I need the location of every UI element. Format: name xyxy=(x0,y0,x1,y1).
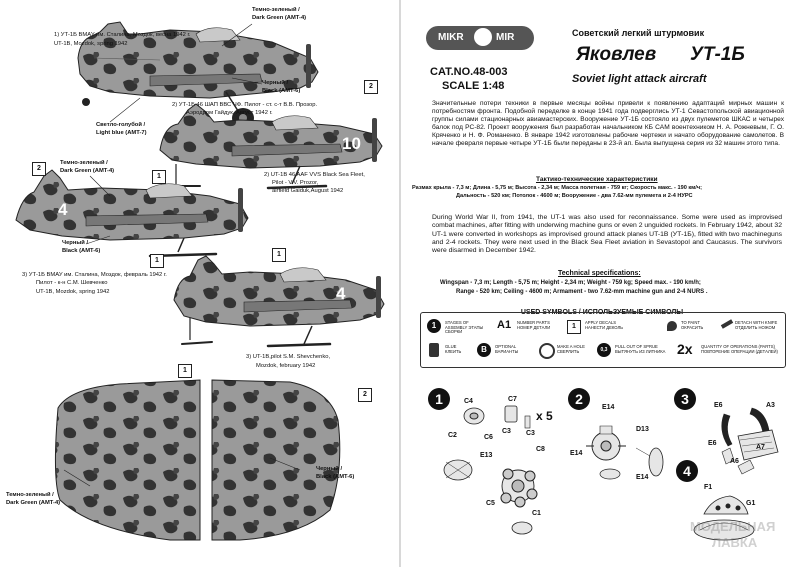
title-ru-2: УТ-1Б xyxy=(690,44,745,65)
part-f1: F1 xyxy=(704,484,713,491)
aircraft-number-4-b: 4 xyxy=(336,284,346,303)
step-2-parts xyxy=(586,426,663,479)
profile-2-caption-en-2: Pilot - V.V. Prozor, xyxy=(272,180,319,186)
profile-2-caption-en-1: 2) UT-1B 46 AAF VVS Black Sea Fleet, xyxy=(264,172,365,178)
profile-3-caption-en: UT-1B, Mozdok, spring 1942 xyxy=(36,289,110,295)
profile-4-caption-en-2: Mozdok, february 1942 xyxy=(256,363,316,369)
legend-title: USED SYMBOLS / ИСПОЛЬЗУЕМЫЕ СИМВОЛЫ xyxy=(520,309,684,316)
step-3-number: 3 xyxy=(674,388,696,410)
symbols-legend xyxy=(420,312,786,368)
decal-icon: 1 xyxy=(567,320,581,334)
wing-top-view xyxy=(55,380,339,540)
specs-ru-2: Дальность - 520 км; Потолок - 4600 м; Вооружение - два 7.62-мм пулемета и 2-4 НУРС xyxy=(456,193,693,199)
legend-paint: TO PAINT ОКРАСИТЬ xyxy=(681,320,704,330)
color-black-ru-2: Черный / xyxy=(62,240,89,246)
color-dark-green-en-2: Dark Green (AMT-4) xyxy=(60,168,115,174)
part-g1: G1 xyxy=(746,500,756,507)
subtitle-ru: Советский легкий штурмовик xyxy=(572,28,705,38)
part-a6: A6 xyxy=(730,458,739,465)
legend-a1: A1 xyxy=(497,319,512,331)
legend-numbers: NUMBER PARTS НОМЕР ДЕТАЛИ xyxy=(517,320,551,330)
legend-optional: OPTIONAL ВАРИАНТЫ xyxy=(495,344,519,354)
profile-1-caption-ru: 1) УТ-1Б ВМАУ им. Сталина, Моздок, весна 1942 г. xyxy=(54,32,191,38)
profile-3-caption-ru-2: Пилот - к-н С.М. Шевченко xyxy=(36,280,108,286)
part-c7: C7 xyxy=(508,396,517,403)
profile-3-aircraft xyxy=(16,170,248,256)
history-ru: Значительные потери техники в первые месяцы войны привели к появлению адаптаций мирных машин к потребностям фронта. Подобной переделке в конце 1941 года подверглись УТ-1 Севастопольской авиационной группы силами стационарных авиамастерских. Вооружение УТ-1Б состояло из двух пулеметов ШКАС и четырех балок под РС-82. Проект вооружения был разработан начальником КБ САМ воентехником Н. А. Рожневым, Г. О. Кряченко и Н. Ф. Романенко. В январе 1942 изготовлены рабочие чертежи и начато оборудование самолетов. В начале февраля первые четыре УТ-1Б были переданы в 23-й ап. Была выпущена серия из 32 машин этого типа. xyxy=(432,100,784,147)
part-d13: D13 xyxy=(636,426,649,433)
logo-emblem-icon xyxy=(474,28,492,46)
specs-en-2: Range - 520 km; Ceiling - 4600 m; Armament - two 7.62-mm machine gun and 2-4 NURS . xyxy=(456,289,708,295)
specs-en-1: Wingspan - 7,3 m; Length - 5,75 m; Height - 2,34 m; Weight - 759 kg; Speed max. - 190 km/h; xyxy=(440,280,701,286)
part-e6-b: E6 xyxy=(708,440,717,447)
color-black-ru-3: Черный / xyxy=(316,466,343,472)
part-c1: C1 xyxy=(532,510,541,517)
decal-marker: 1 xyxy=(152,170,166,184)
profile-2-caption-en-3: airfield Gaiduk,August 1942 xyxy=(272,188,344,194)
specs-title-en: Technical specifications: xyxy=(558,270,641,277)
pull-out-icon: 0,3 xyxy=(597,343,611,357)
legend-pullout: PULL OUT OF SPRUE ВЫТЯНУТЬ ИЗ ЛИТНИКА xyxy=(615,344,666,354)
stage-icon: 1 xyxy=(427,319,441,333)
part-a7: A7 xyxy=(756,444,765,451)
part-e6-a: E6 xyxy=(714,402,723,409)
part-e14-c: E14 xyxy=(636,474,649,481)
step-1-parts xyxy=(444,406,537,534)
decal-marker: 2 xyxy=(364,80,378,94)
hole-icon xyxy=(539,343,555,359)
part-a3: A3 xyxy=(766,402,775,409)
decal-marker: 1 xyxy=(178,364,192,378)
color-dark-green-en-3: Dark Green (AMT-4) xyxy=(6,500,61,506)
legend-glue: GLUE КЛЕИТЬ xyxy=(445,344,462,354)
history-en: During World War II, from 1941, the UT-1 was also used for reconnaissance. Some were used as improvised combat machines, after fitting with underwing machine guns or even 2 unguided rockets. In February 1942, about 32 UT-1 were converted in workshops as improvised ground attack planes UT-1B (УТ-1Б), fitted with two machineguns and 2-4 rockets. They were next used in the Black Sea Fleet aviation in Sevastopol and Caucasus. The survivors were disarmed in December 1942. xyxy=(432,214,782,255)
decal-marker: 2 xyxy=(358,388,372,402)
legend-stages: STAGES OF ASSEMBLY ЭТАПЫ СБОРКИ xyxy=(445,320,484,335)
color-dark-green-en: Dark Green (AMT-4) xyxy=(252,15,307,21)
part-c5: C5 xyxy=(486,500,495,507)
color-dark-green-ru: Темно-зеленый / xyxy=(252,7,300,13)
watermark-1: МОДЕЛЬНАЯ xyxy=(690,519,776,534)
part-c8: C8 xyxy=(536,446,545,453)
profile-3-caption-ru: 3) УТ-1Б ВМАУ им. Сталина, Моздок, февраль 1942 г. xyxy=(22,272,167,278)
decal-marker: 1 xyxy=(150,254,164,268)
part-c4: C4 xyxy=(464,398,473,405)
part-e14-a: E14 xyxy=(602,404,615,411)
step-2-number: 2 xyxy=(568,388,590,410)
color-black-en: Black (AMT-6) xyxy=(262,88,301,94)
color-black-en-2: Black (AMT-6) xyxy=(62,248,101,254)
part-c3-b: C3 xyxy=(526,430,535,437)
step-1-number: 1 xyxy=(428,388,450,410)
legend-decals: APPLY DECALS НАНЕСТИ ДЕКОЛЬ xyxy=(585,320,623,330)
scale: SCALE 1:48 xyxy=(442,80,505,92)
color-dark-green-ru-2: Темно-зеленый / xyxy=(60,160,108,166)
part-e13: E13 xyxy=(480,452,493,459)
title-ru-1: Яковлев xyxy=(576,44,657,65)
aircraft-number-10: 10 xyxy=(342,134,361,153)
profile-2-caption-ru: 2) УТ-1Б 46 ШАП ВВС ЧФ. Пилот - ст. с-т В.В. Прозор. xyxy=(172,102,318,108)
color-light-blue-en: Light blue (AMT-7) xyxy=(96,130,147,136)
knife-icon xyxy=(721,319,733,328)
step-4-number: 4 xyxy=(676,460,698,482)
part-c3-a: C3 xyxy=(502,428,511,435)
profile-1-caption-en: UT-1B, Mozdok, spring 1942 xyxy=(54,41,128,47)
profile-4-aircraft xyxy=(174,256,384,346)
aircraft-number-4-a: 4 xyxy=(58,200,68,219)
profile-4-caption-en-1: 3) UT-1B,pilot S.M. Shevchenko, xyxy=(246,354,331,360)
subtitle-en: Soviet light attack aircraft xyxy=(572,73,707,85)
part-c2: C2 xyxy=(448,432,457,439)
profile-2-caption-ru-2: Аэродром Гайдук. Август 1942 г. xyxy=(186,110,273,116)
legend-quantity: QUANTITY OF OPERATIONS (PARTS) ПОВТОРЕНИЕ ОПЕРАЦИИ (ДЕТАЛЕЙ) xyxy=(701,344,778,354)
color-black-en-3: Black (AMT-6) xyxy=(316,474,355,480)
part-c6: C6 xyxy=(484,434,493,441)
watermark-2: ЛАВКА xyxy=(712,535,758,550)
specs-ru-1: Размах крыла - 7,3 м; Длина - 5,75 м; Высота - 2,34 м; Масса полетная - 759 кг; Скорость макс. - 190 км/ч; xyxy=(412,185,702,191)
part-e14-b: E14 xyxy=(570,450,583,457)
specs-title-ru: Тактико-технические характеристики xyxy=(536,176,658,183)
quantity-x5: x 5 xyxy=(536,409,553,423)
color-light-blue-ru: Светло-голубой / xyxy=(96,122,146,128)
legend-hole: MAKE A HOLE СВЕРЛИТЬ xyxy=(557,344,585,354)
color-dark-green-ru-3: Темно-зеленый / xyxy=(6,492,54,498)
decal-marker: 1 xyxy=(272,248,286,262)
color-black-ru: Черный / xyxy=(262,80,289,86)
decal-marker: 2 xyxy=(32,162,46,176)
optional-icon: B xyxy=(477,343,491,357)
brand-logo: MIKR MIR xyxy=(426,26,534,50)
paint-icon xyxy=(667,321,677,331)
legend-knife: DETACH WITH KNIFE ОТДЕЛИТЬ НОЖОМ xyxy=(735,320,778,330)
glue-icon xyxy=(429,343,439,357)
catalog-number: CAT.NO.48-003 xyxy=(430,66,508,78)
legend-2x: 2x xyxy=(677,341,693,357)
